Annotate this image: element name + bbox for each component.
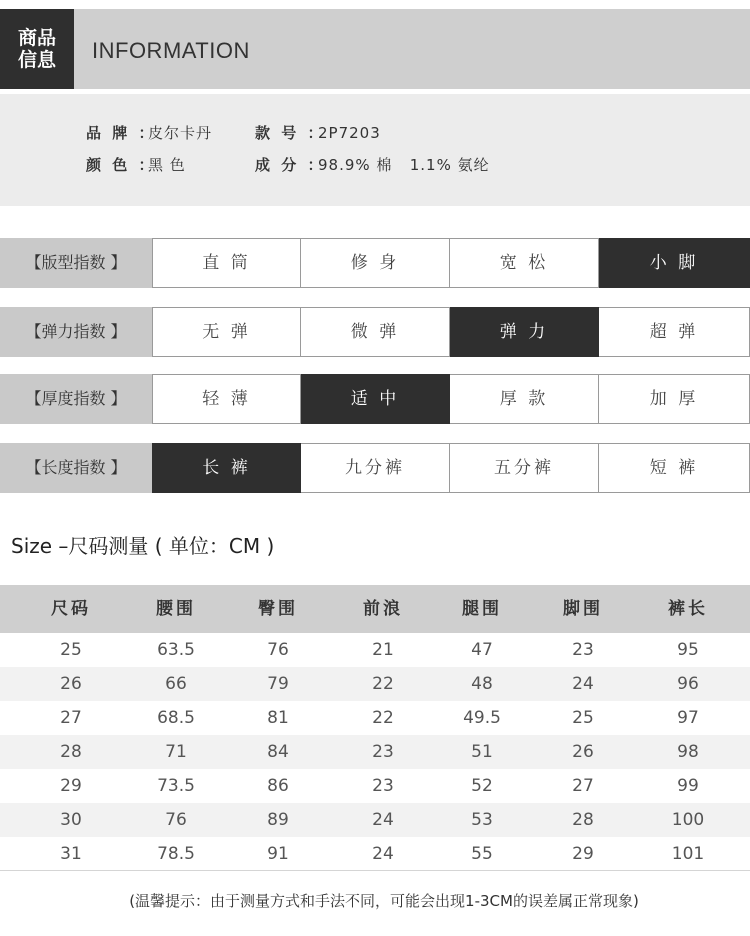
cell-hem: 23 [572,640,594,660]
cell-hem: 27 [572,776,594,796]
cell-hip: 76 [267,640,289,660]
cell-length: 100 [671,810,705,830]
cell-hem: 25 [572,708,594,728]
thickness-index-label: 【厚度指数 】 [0,374,152,424]
stretch-option-super: 超 弹 [599,307,750,357]
thickness-option-medium: 适 中 [301,374,450,424]
color-value: 黑 色 [148,156,186,174]
thickness-index-row [0,374,750,424]
header-title: INFORMATION [92,38,250,63]
cell-thigh: 48 [471,674,493,694]
cell-size: 28 [60,742,82,762]
fit-option-tapered: 小 脚 [599,238,750,288]
cell-hem: 29 [572,844,594,864]
cell-size: 25 [60,640,82,660]
cell-hip: 84 [267,742,289,762]
table-bottom-divider [0,870,750,871]
fit-index-label: 【版型指数 】 [0,238,152,288]
cell-rise: 24 [372,844,394,864]
table-row [0,633,750,667]
table-row [0,701,750,735]
thickness-option-thick: 厚 款 [450,374,599,424]
header-size: 尺码 [51,599,91,619]
cell-rise: 21 [372,640,394,660]
length-option-ankle: 九分裤 [301,443,450,493]
cell-waist: 73.5 [157,776,195,796]
cell-hip: 91 [267,844,289,864]
stretch-option-slight: 微 弹 [301,307,450,357]
length-index-row [0,443,750,493]
brand-value: 皮尔卡丹 [148,124,213,142]
cell-hip: 86 [267,776,289,796]
length-option-half: 五分裤 [450,443,599,493]
model-label: 款 号 ： [255,124,326,142]
stretch-index-label: 【弹力指数 】 [0,307,152,357]
table-row [0,667,750,701]
product-info-panel [0,94,750,206]
cell-thigh: 55 [471,844,493,864]
information-header [0,9,750,89]
cell-waist: 76 [165,810,187,830]
length-option-shorts: 短 裤 [599,443,750,493]
header-rise: 前浪 [363,599,403,619]
cell-rise: 22 [372,708,394,728]
cell-hem: 24 [572,674,594,694]
material-label: 成 分 ： [255,156,326,174]
header-length: 裤长 [668,599,708,619]
cell-waist: 68.5 [157,708,195,728]
model-value: 2P7203 [318,124,381,142]
cell-waist: 66 [165,674,187,694]
cell-size: 30 [60,810,82,830]
cell-rise: 22 [372,674,394,694]
header-hem: 脚围 [563,599,603,619]
measurement-note: (温馨提示：由于测量方式和手法不同，可能会出现1-3CM的误差属正常现象) [129,892,639,910]
cell-thigh: 49.5 [463,708,501,728]
cell-thigh: 47 [471,640,493,660]
stretch-option-none: 无 弹 [152,307,301,357]
cell-length: 99 [677,776,699,796]
cell-hip: 89 [267,810,289,830]
size-table-title: Size –尺码测量 ( 单位：CM ) [11,534,275,558]
product-info-badge [0,9,74,89]
cell-hip: 81 [267,708,289,728]
fit-option-slim: 修 身 [301,238,450,288]
cell-size: 27 [60,708,82,728]
badge-line-1: 商品 [17,27,56,49]
cell-length: 97 [677,708,699,728]
cell-length: 101 [671,844,705,864]
material-value: 98.9% 棉 1.1% 氨纶 [318,156,490,174]
table-header [0,585,750,633]
cell-waist: 63.5 [157,640,195,660]
brand-label: 品 牌 ： [86,124,157,142]
table-row [0,803,750,837]
cell-waist: 78.5 [157,844,195,864]
stretch-option-stretch: 弹 力 [450,307,599,357]
cell-thigh: 53 [471,810,493,830]
thickness-option-thin: 轻 薄 [152,374,301,424]
cell-rise: 23 [372,742,394,762]
badge-line-2: 信息 [17,49,56,71]
cell-thigh: 51 [471,742,493,762]
cell-thigh: 52 [471,776,493,796]
fit-index-row [0,238,750,288]
cell-length: 96 [677,674,699,694]
cell-hip: 79 [267,674,289,694]
cell-length: 95 [677,640,699,660]
cell-waist: 71 [165,742,187,762]
length-option-full: 长 裤 [152,443,301,493]
cell-rise: 24 [372,810,394,830]
cell-hem: 28 [572,810,594,830]
fit-option-loose: 宽 松 [450,238,599,288]
cell-hem: 26 [572,742,594,762]
header-waist: 腰围 [156,599,196,619]
color-label: 颜 色 ： [86,156,157,174]
table-row [0,769,750,803]
stretch-index-row [0,307,750,357]
cell-size: 31 [60,844,82,864]
header-thigh: 腿围 [462,599,502,619]
thickness-option-extra-thick: 加 厚 [599,374,750,424]
cell-size: 29 [60,776,82,796]
table-row [0,735,750,769]
cell-rise: 23 [372,776,394,796]
fit-option-straight: 直 筒 [152,238,301,288]
header-hip: 臀围 [258,599,298,619]
cell-length: 98 [677,742,699,762]
table-row [0,837,750,871]
length-index-label: 【长度指数 】 [0,443,152,493]
cell-size: 26 [60,674,82,694]
